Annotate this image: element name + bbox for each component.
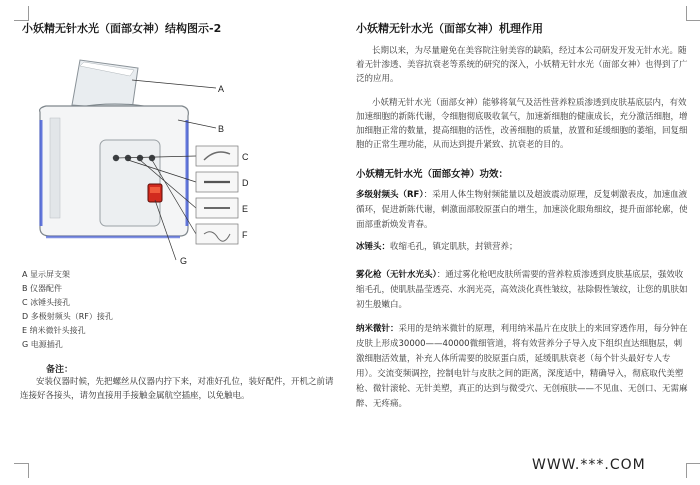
label-item: B 仪器配件 [22, 284, 63, 293]
right-page-title: 小妖精无针水光（面部女神）机理作用 [356, 22, 543, 35]
paragraph-text: 小妖精无针水光（面部女神）能够将氧气及活性营养粒质渗透到皮肤基底层内，有效加速细胞的新陈代谢，令细胞彻底吸收氧气，加速新细胞的健康成长，充分激活细胞，增加细胞正常的数量，提高细胞的活性，改善细胞的质量，放置和延缓细胞的萎缩，回复细胞的正常生理功能，从而达到提升紧致、抗衰老的目的。 [356, 98, 688, 150]
function-item-rf [356, 188, 688, 233]
label-item: E 纳米微针头接孔 [22, 326, 86, 335]
site-watermark: WWW.***.COM [532, 457, 646, 473]
label-item: G 电源插孔 [22, 340, 63, 349]
callout-f: F [242, 230, 248, 240]
function-item-nano [356, 322, 688, 412]
function-content: ：采用人体生物射频能量以及超波震动原理，反复刺激表皮，加速血液循环，促进新陈代谢，刺激面部胶原蛋白的增生，加速淡化眼角细纹，提升面部轮廓，使面部重新焕发青春。 [356, 190, 688, 230]
function-label: 雾化枪（无针水光头） [356, 270, 437, 280]
functions-heading: 小妖精无针水光（面部女神）功效： [356, 169, 509, 180]
accessory-box-f [196, 224, 238, 244]
function-item-mist [356, 268, 688, 313]
device-illustration [20, 50, 260, 270]
component-label-list [22, 268, 113, 352]
front-panel [100, 140, 160, 226]
callout-b: B [218, 124, 225, 134]
mechanism-paragraph-1 [356, 44, 688, 86]
callout-g: G [180, 256, 188, 266]
function-label: 纳米微针： [356, 324, 399, 334]
device-structure-diagram [20, 50, 260, 270]
crop-mark-top-right [686, 6, 700, 21]
callout-e: E [242, 204, 249, 214]
mechanism-paragraph-2 [356, 96, 688, 152]
function-content: ：通过雾化枪吧皮肤所需要的营养粒质渗透到皮肤基底层，强效收缩毛孔，使肌肤晶莹透亮、水润光亮，高效淡化真性皱纹，祛除假性皱纹，让您的肌肤如初生般嫩白。 [356, 270, 688, 310]
note-body: 安装仪器时候，先把螺丝从仪器内拧下来，对准好孔位，装好配件，开机之前请连接好各接头，请勿直接用手接触金属航空插座，以免触电。 [20, 377, 334, 401]
label-item: A 显示屏支架 [22, 270, 71, 279]
callout-d: D [242, 178, 249, 188]
crop-mark-top-left [14, 6, 29, 21]
left-page-title: 小妖精无针水光（面部女神）结构图示-2 [22, 22, 222, 35]
label-item: D 多极射频头（RF）接孔 [22, 312, 113, 321]
function-label: 冰锤头： [356, 242, 391, 252]
function-item-ice [356, 240, 688, 255]
callout-a: A [218, 84, 225, 94]
function-label: 多级射频头（RF） [356, 190, 424, 200]
function-content: 采用的是纳米微针的原理，利用纳米晶片在皮肤上的来回穿透作用，每分钟在皮肤上形成30000——40000微细管道，将有效营养分子导入皮下组织直达细胞层，刺激细胞活效量，补充人体所需要的胶原蛋白质，延缓肌肤衰老（每个针头最好专人专用）。交流变频调控，控制电针与皮肤之间的距离，深度适中，精确导入，彻底取代美塑枪、微针滚轮、无针美塑，真正的达到与微受穴、无创痕肤——不见血、无创口、无需麻醉、无疼痛。 [356, 324, 688, 409]
crop-mark-bottom-right [686, 463, 700, 478]
paragraph-text: 长期以来，为尽量避免在美容院注射美容的缺陷，经过本公司研发开发无针水光。随着无针渗透、美容抗衰老等系统的研究的深入，小妖精无针水光（面部女神）也得到了广泛的应用。 [356, 46, 688, 84]
note-title: 备注： [46, 365, 74, 375]
callout-c: C [242, 152, 249, 162]
crop-mark-bottom-left [14, 463, 29, 478]
function-content: 收缩毛孔，镇定肌肤，封锁营养； [390, 242, 518, 252]
label-item: C 冰锤头接孔 [22, 298, 71, 307]
accessory-box-c [196, 146, 238, 166]
